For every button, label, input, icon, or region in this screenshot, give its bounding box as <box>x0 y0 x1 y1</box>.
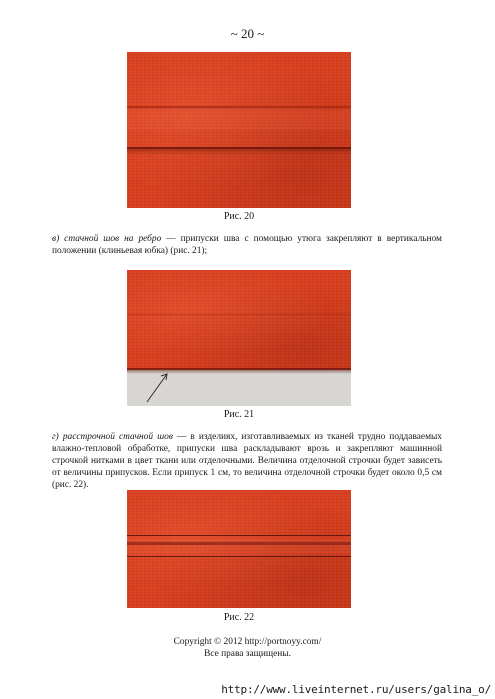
figure-22-photo <box>127 490 351 608</box>
term-seam-on-edge: в) стачной шов на ребро <box>52 234 162 244</box>
pointer-arrow-icon <box>127 270 351 406</box>
figure-21-photo <box>127 270 351 406</box>
footer <box>0 636 495 660</box>
seam-allowance <box>127 538 351 554</box>
stitch-line-upper <box>127 535 351 536</box>
seam-shadow <box>127 149 351 155</box>
seam-fold <box>127 106 351 108</box>
paragraph-seam-on-edge <box>52 233 442 257</box>
figure-22-caption: Рис. 22 <box>223 612 255 623</box>
stitch-line-lower <box>127 556 351 557</box>
text-seam-on-edge: — припуски шва с помощью утюга закрепляют в вертикальном положении (клиньевая юбка) (рис. 21); <box>52 234 442 256</box>
figure-21-caption: Рис. 21 <box>223 409 255 420</box>
page-number: ~ 20 ~ <box>230 26 265 41</box>
paragraph-open-seam <box>52 431 442 491</box>
figure-20-photo <box>127 52 351 208</box>
copyright-link[interactable]: Copyright © 2012 http://portnoyy.com/ <box>173 637 322 647</box>
term-open-seam: г) расстрочной стачной шов <box>52 432 173 442</box>
watermark-url[interactable]: http://www.liveinternet.ru/users/galina_o/ <box>221 683 491 696</box>
seam-highlight <box>127 110 351 130</box>
text-open-seam: — в изделиях, изготавливаемых из тканей трудно поддаваемых влажно-тепловой обработке, припуски шва раскладывают врозь и закрепляют машинной строчкой нитками в цвет ткани или отделочными. Величина отделочной строчки будет зависеть от величины припусков. Если припуск 1 см, то величина отделочной строчки будет около 0,5 см (рис. 22). <box>52 432 442 490</box>
rights-text: Все права защищены. <box>204 649 291 659</box>
figure-20-caption: Рис. 20 <box>223 211 255 222</box>
